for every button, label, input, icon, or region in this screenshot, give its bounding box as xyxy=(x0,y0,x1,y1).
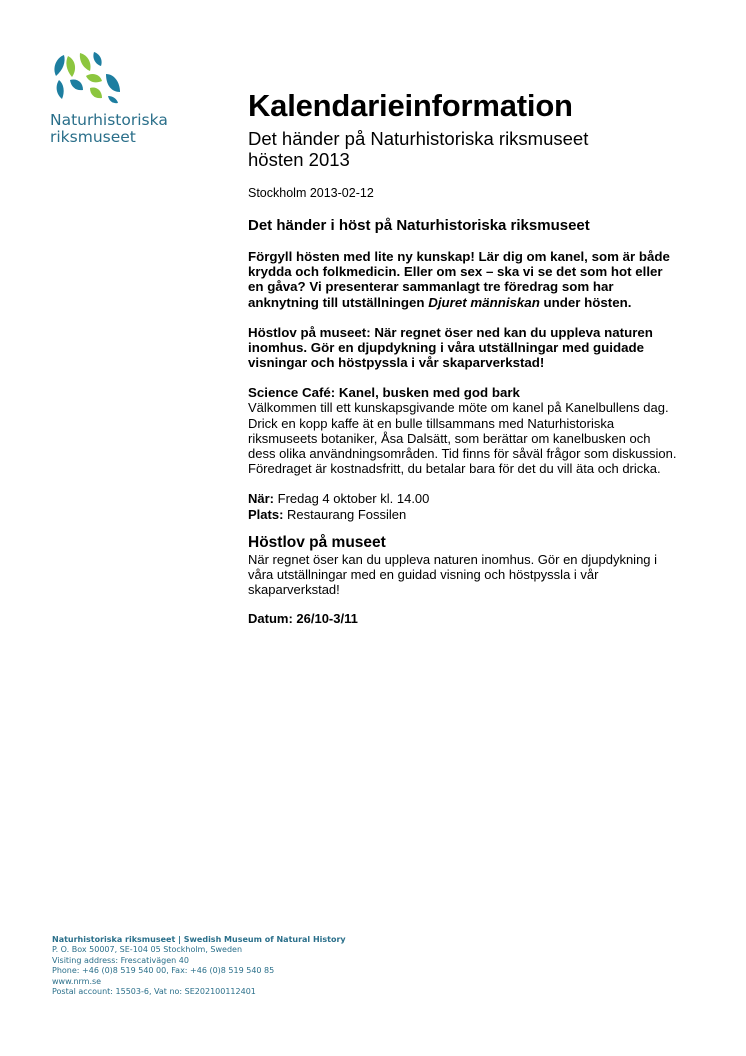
dateline: Stockholm 2013-02-12 xyxy=(248,186,374,200)
event-date-hostlov: Datum: 26/10-3/11 xyxy=(248,611,358,627)
event-title-hostlov: Höstlov på museet xyxy=(248,533,386,551)
logo-name-line1: Naturhistoriska xyxy=(50,111,168,129)
document-body xyxy=(248,88,678,626)
footer-title: Naturhistoriska riksmuseet | Swedish Museum of Natural History xyxy=(52,935,346,944)
event-place xyxy=(248,507,678,522)
lead-paragraph xyxy=(248,249,678,310)
place-label: Plats: xyxy=(248,506,284,522)
footer-visiting-address: Visiting address: Frescativägen 40 xyxy=(52,955,189,965)
footer-postal-account: Postal account: 15503-6, Vat no: SE202100112401 xyxy=(52,987,256,997)
place-value: Restaurang Fossilen xyxy=(283,506,407,522)
when-label: När: xyxy=(248,491,275,507)
footer-phone: Phone: +46 (0)8 519 540 00, Fax: +46 (0)8 519 540 85 xyxy=(52,966,275,976)
event-body-hostlov: När regnet öser kan du uppleva naturen inomhus. Gör en djupdykning i våra utställningar med en guidad visning och höstpyssla i vår skaparverkstad! xyxy=(248,551,658,598)
lead-text-start: Förgyll hösten med lite ny kunskap! Lär dig om kanel, som är både krydda och folkmedicin. Eller om sex – ska vi se det som hot eller en gåva? Vi presenterar sammanlagt tre föredrag som har anknytning till utställningen xyxy=(248,249,670,310)
subtitle-line-1: Det händer på Naturhistoriska riksmuseet xyxy=(248,128,589,149)
subtitle-line-2: hösten 2013 xyxy=(248,149,350,170)
museum-logo xyxy=(50,48,170,146)
lead-text-end: under hösten. xyxy=(539,294,632,310)
event-body-science-cafe: Välkommen till ett kunskapsgivande möte om kanel på Kanelbullens dag. Drick en kopp kaffe ät en bulle tillsammans med Naturhistoriska riksmuseets botaniker, Åsa Dalsätt, som berättar om kanelbusken och dess olika användningsområden. Tid finns för såväl frågor som diskussion. Föredraget är kostnadsfritt, du betalar bara för det du vill äta och dricka. xyxy=(248,400,677,477)
lead-paragraph-2: Höstlov på museet: När regnet öser ned kan du uppleva naturen inomhus. Gör en djupdykning i våra utställningar med guidade visningar och höstpyssla i vår skaparverkstad! xyxy=(248,324,653,371)
exhibition-name: Djuret människan xyxy=(428,294,540,310)
footer xyxy=(52,935,346,997)
event-when xyxy=(248,491,678,506)
main-heading: Det händer i höst på Naturhistoriska riksmuseet xyxy=(248,217,590,234)
footer-address: P. O. Box 50007, SE-104 05 Stockholm, Sweden xyxy=(52,945,243,955)
logo-name-line2: riksmuseet xyxy=(50,128,136,146)
document-title: Kalendarieinformation xyxy=(248,88,573,123)
when-value: Fredag 4 oktober kl. 14.00 xyxy=(274,491,430,507)
logo-mark-icon xyxy=(50,48,126,104)
footer-website: www.nrm.se xyxy=(52,976,102,986)
document-subtitle xyxy=(248,128,678,170)
event-title-science-cafe: Science Café: Kanel, busken med god bark xyxy=(248,385,520,401)
